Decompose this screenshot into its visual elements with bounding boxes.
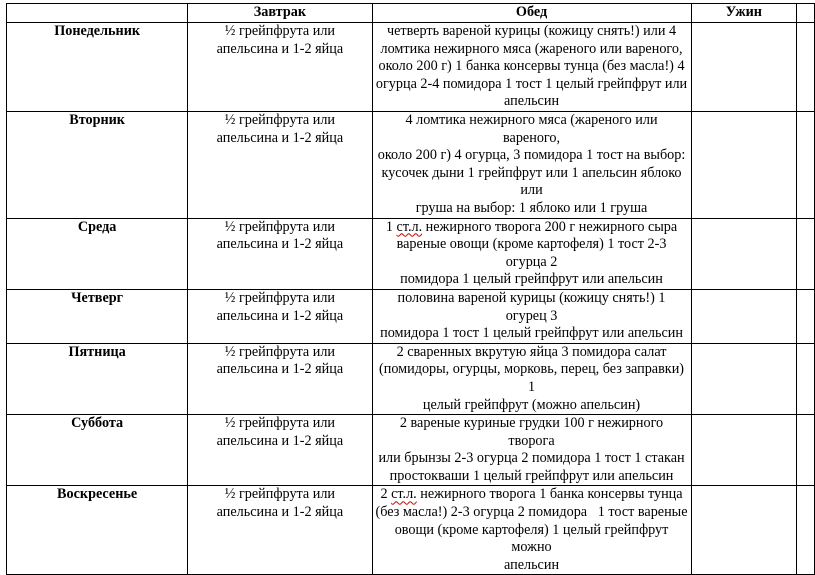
lunch-line: вареные овощи (кроме картофеля) 1 тост 2-3 огурца 2 <box>396 236 667 270</box>
header-row <box>7 4 815 23</box>
lunch-line: ломтика нежирного мяса (жареного или вареного, <box>380 40 683 57</box>
breakfast-cell <box>188 23 372 112</box>
breakfast-cell <box>188 112 372 219</box>
dinner-cell <box>691 486 797 575</box>
lunch-line: простокваши 1 целый грейпфрут или апельсин <box>389 467 674 484</box>
extra-cell <box>797 112 815 219</box>
dinner-cell <box>691 218 797 289</box>
lunch-line: апельсин <box>504 93 560 110</box>
dinner-cell <box>691 289 797 343</box>
lunch-cell <box>372 486 691 575</box>
day-cell: Понедельник <box>7 23 188 112</box>
lunch-line: половина вареной курицы (кожицу снять!) 1 огурец 3 <box>397 289 666 324</box>
lunch-line: (помидоры, огурцы, морковь, перец, без заправки) 1 <box>379 361 685 395</box>
table-row <box>7 415 815 486</box>
breakfast-line: апельсина и 1-2 яйца <box>216 40 344 57</box>
lunch-line: 2 сваренных вкрутую яйца 3 помидора салат <box>396 343 667 360</box>
day-cell: Четверг <box>7 289 188 343</box>
lunch-line: кусочек дыни 1 грейпфрут или 1 апельсин яблоко или <box>381 164 682 199</box>
lunch-line <box>376 219 688 237</box>
lunch-cell <box>372 218 691 289</box>
breakfast-line: апельсина и 1-2 яйца <box>216 432 344 449</box>
lunch-line: около 200 г) 1 банка консервы тунца (без масла!) 4 <box>378 58 685 75</box>
extra-cell <box>797 486 815 575</box>
header-extra <box>797 4 815 23</box>
day-cell: Воскресенье <box>7 486 188 575</box>
lunch-cell <box>372 112 691 219</box>
lunch-line-lead: 1 <box>385 218 397 235</box>
lunch-cell <box>372 289 691 343</box>
header-dinner: Ужин <box>691 4 797 23</box>
lunch-line: около 200 г) 4 огурца, 3 помидора 1 тост на выбор: <box>377 147 686 164</box>
spellcheck-word: ст.л. <box>396 218 423 235</box>
dinner-cell <box>691 112 797 219</box>
lunch-line-lead: 2 <box>380 486 392 503</box>
lunch-line: помидора 1 тост 1 целый грейпфрут или апельсин <box>380 325 683 342</box>
lunch-line: груша на выбор: 1 яблоко или 1 груша <box>415 199 648 216</box>
lunch-line: апельсин <box>504 556 560 573</box>
table-row <box>7 486 815 575</box>
table-row <box>7 343 815 414</box>
breakfast-line: ½ грейпфрута или <box>224 343 336 360</box>
lunch-line: овощи (кроме картофеля) 1 целый грейпфрут можно <box>394 521 669 556</box>
extra-cell <box>797 343 815 414</box>
day-cell: Вторник <box>7 112 188 219</box>
header-lunch: Обед <box>372 4 691 23</box>
breakfast-cell <box>188 218 372 289</box>
table-row <box>7 289 815 343</box>
extra-cell <box>797 23 815 112</box>
day-cell: Суббота <box>7 415 188 486</box>
lunch-line: помидора 1 целый грейпфрут или апельсин <box>400 271 663 288</box>
lunch-line: 4 ломтика нежирного мяса (жареного или вареного, <box>405 112 658 146</box>
breakfast-cell <box>188 415 372 486</box>
day-cell: Пятница <box>7 343 188 414</box>
lunch-line: или брынзы 2-3 огурца 2 помидора 1 тост 1 стакан <box>378 450 685 467</box>
breakfast-line: ½ грейпфрута или <box>224 23 336 39</box>
spellcheck-word: ст.л. <box>391 486 417 503</box>
lunch-cell <box>372 343 691 414</box>
extra-cell <box>797 415 815 486</box>
table-row <box>7 23 815 112</box>
lunch-line <box>376 486 688 504</box>
lunch-line: целый грейпфрут (можно апельсин) <box>422 396 641 413</box>
lunch-line-rest: нежирного творога 200 г нежирного сыра <box>422 218 678 235</box>
extra-cell <box>797 218 815 289</box>
extra-cell <box>797 289 815 343</box>
breakfast-line: ½ грейпфрута или <box>224 486 336 503</box>
lunch-line: (без масла!) 2-3 огурца 2 помидора 1 тост вареные <box>375 504 688 521</box>
lunch-cell <box>372 23 691 112</box>
breakfast-line: ½ грейпфрута или <box>224 415 336 432</box>
dinner-cell <box>691 415 797 486</box>
lunch-line: четверть вареной курицы (кожицу снять!) или 4 <box>386 23 677 39</box>
breakfast-cell <box>188 343 372 414</box>
breakfast-cell <box>188 486 372 575</box>
breakfast-line: ½ грейпфрута или <box>224 112 336 128</box>
dinner-cell <box>691 343 797 414</box>
lunch-cell <box>372 415 691 486</box>
dinner-cell <box>691 23 797 112</box>
lunch-line-rest: нежирного творога 1 банка консервы тунца <box>416 486 683 503</box>
breakfast-line: апельсина и 1-2 яйца <box>216 129 344 146</box>
breakfast-line: апельсина и 1-2 яйца <box>216 307 344 324</box>
table-row <box>7 112 815 219</box>
table-row <box>7 218 815 289</box>
breakfast-cell <box>188 289 372 343</box>
lunch-line: огурца 2-4 помидора 1 тост 1 целый грейпфрут или <box>375 75 688 92</box>
breakfast-line: ½ грейпфрута или <box>224 218 336 235</box>
lunch-line: 2 вареные куриные грудки 100 г нежирного творога <box>399 415 664 449</box>
breakfast-line: апельсина и 1-2 яйца <box>216 361 344 378</box>
meal-plan-table <box>6 3 815 575</box>
breakfast-line: ½ грейпфрута или <box>224 289 336 306</box>
breakfast-line: апельсина и 1-2 яйца <box>216 236 344 253</box>
header-day <box>7 4 188 23</box>
breakfast-line: апельсина и 1-2 яйца <box>216 504 344 521</box>
day-cell: Среда <box>7 218 188 289</box>
header-breakfast: Завтрак <box>188 4 372 23</box>
